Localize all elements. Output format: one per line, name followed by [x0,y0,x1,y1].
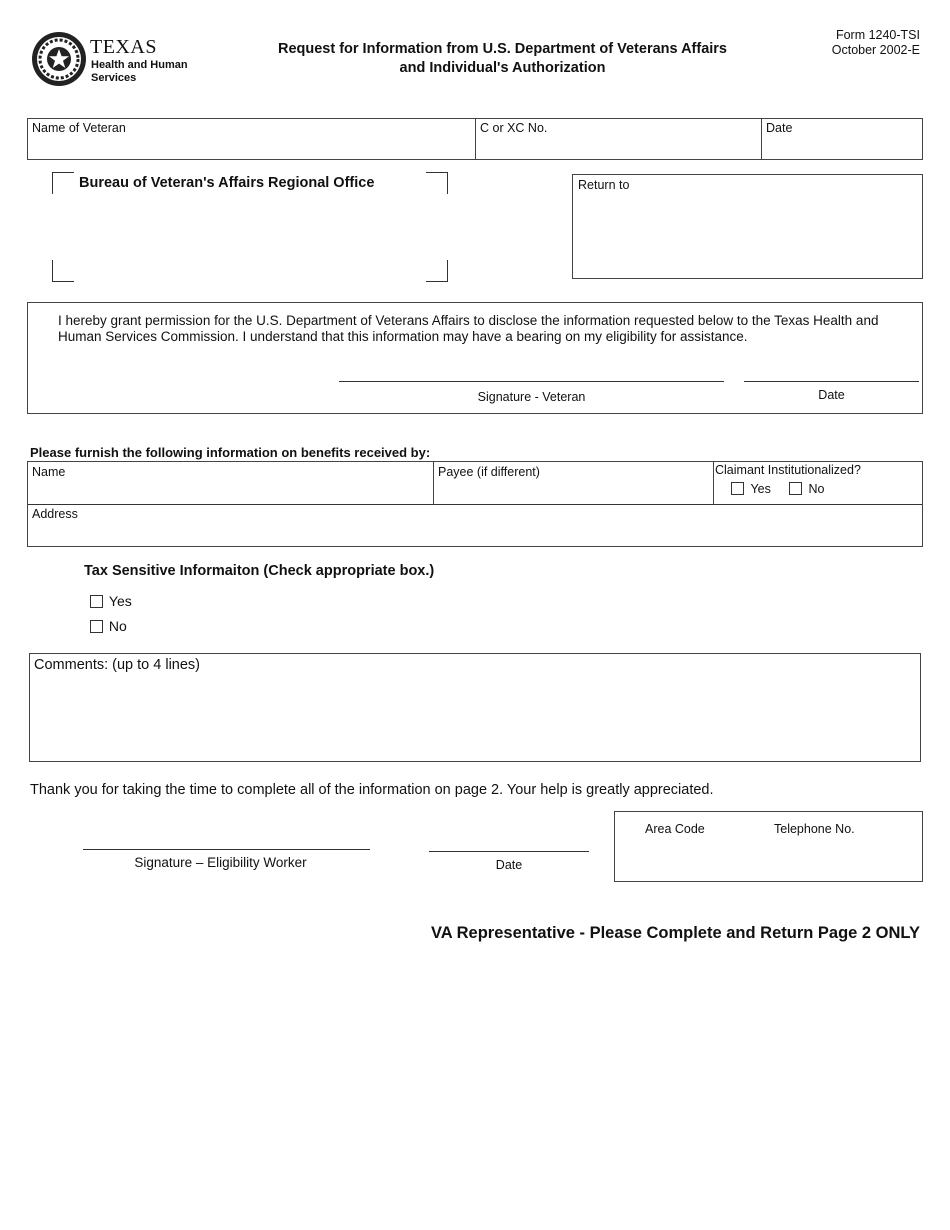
bureau-address-window [52,172,448,282]
name-of-veteran-field[interactable]: Name of Veteran [32,121,126,135]
return-to-box[interactable] [572,174,923,279]
veteran-date-line[interactable] [744,381,919,382]
authorization-text: I hereby grant permission for the U.S. Department of Veterans Affairs to disclose the information requested below to the Texas Health and Human Services Commission. I understand that this information may have a bearing on my eligibility for assistance. [58,313,879,344]
veteran-signature-line[interactable] [339,381,724,382]
tax-no-checkbox[interactable] [90,620,103,633]
address-field[interactable]: Address [32,507,78,521]
date-field[interactable]: Date [766,121,793,135]
form-title-line1: Request for Information from U.S. Department of Veterans Affairs [277,41,728,57]
claimant-institutionalized-label: Claimant Institutionalized? [715,463,861,477]
comments-box[interactable] [29,653,921,762]
tax-yes-option[interactable] [90,593,132,609]
return-to-label: Return to [578,178,630,192]
tax-yes-label: Yes [108,593,132,609]
payee-field[interactable]: Payee (if different) [438,465,540,479]
logo-line1: Health and Human [91,59,188,71]
texas-seal-icon [30,30,88,88]
claimant-no-option[interactable] [789,482,824,496]
tax-yes-checkbox[interactable] [90,595,103,608]
worker-signature-label: Signature – Eligibility Worker [134,855,307,870]
bureau-title: Bureau of Veteran's Affairs Regional Office [79,175,375,191]
claimant-no-label: No [808,482,825,496]
tax-no-label: No [108,618,127,634]
logo-name: TEXAS [90,36,157,58]
benefits-box [27,461,923,547]
va-representative-note: VA Representative - Please Complete and Return Page 2 ONLY [430,924,920,942]
phone-box [614,811,923,882]
benefits-heading: Please furnish the following information on benefits received by: [30,445,431,460]
veteran-signature-label: Signature - Veteran [477,390,586,404]
agency-logo [30,30,190,88]
tax-no-option[interactable] [90,618,127,634]
form-title-line2: and Individual's Authorization [399,60,606,76]
tax-sensitive-heading: Tax Sensitive Informaiton (Check appropriate box.) [84,563,435,579]
claimant-no-checkbox[interactable] [789,482,802,495]
worker-date-line[interactable] [429,851,589,852]
telephone-field[interactable]: Telephone No. [774,822,855,836]
veteran-date-label: Date [818,388,845,402]
form-title [200,40,805,78]
claimant-yes-option[interactable] [731,482,771,496]
comments-label: Comments: (up to 4 lines) [34,657,201,673]
area-code-field[interactable]: Area Code [645,822,705,836]
authorization-box [27,302,923,414]
c-or-xc-no-field[interactable]: C or XC No. [480,121,548,135]
worker-signature-line[interactable] [83,849,370,850]
benefits-name-field[interactable]: Name [32,465,66,479]
veteran-info-box [27,118,923,160]
claimant-yes-checkbox[interactable] [731,482,744,495]
thank-you-text: Thank you for taking the time to complete all of the information on page 2. Your help is greatly appreciated. [30,782,714,798]
claimant-yes-label: Yes [750,482,771,496]
form-date: October 2002-E [831,43,920,57]
logo-line2: Services [91,72,137,84]
form-number: Form 1240-TSI [835,28,920,42]
form-identifier [832,28,920,58]
worker-date-label: Date [495,858,523,872]
